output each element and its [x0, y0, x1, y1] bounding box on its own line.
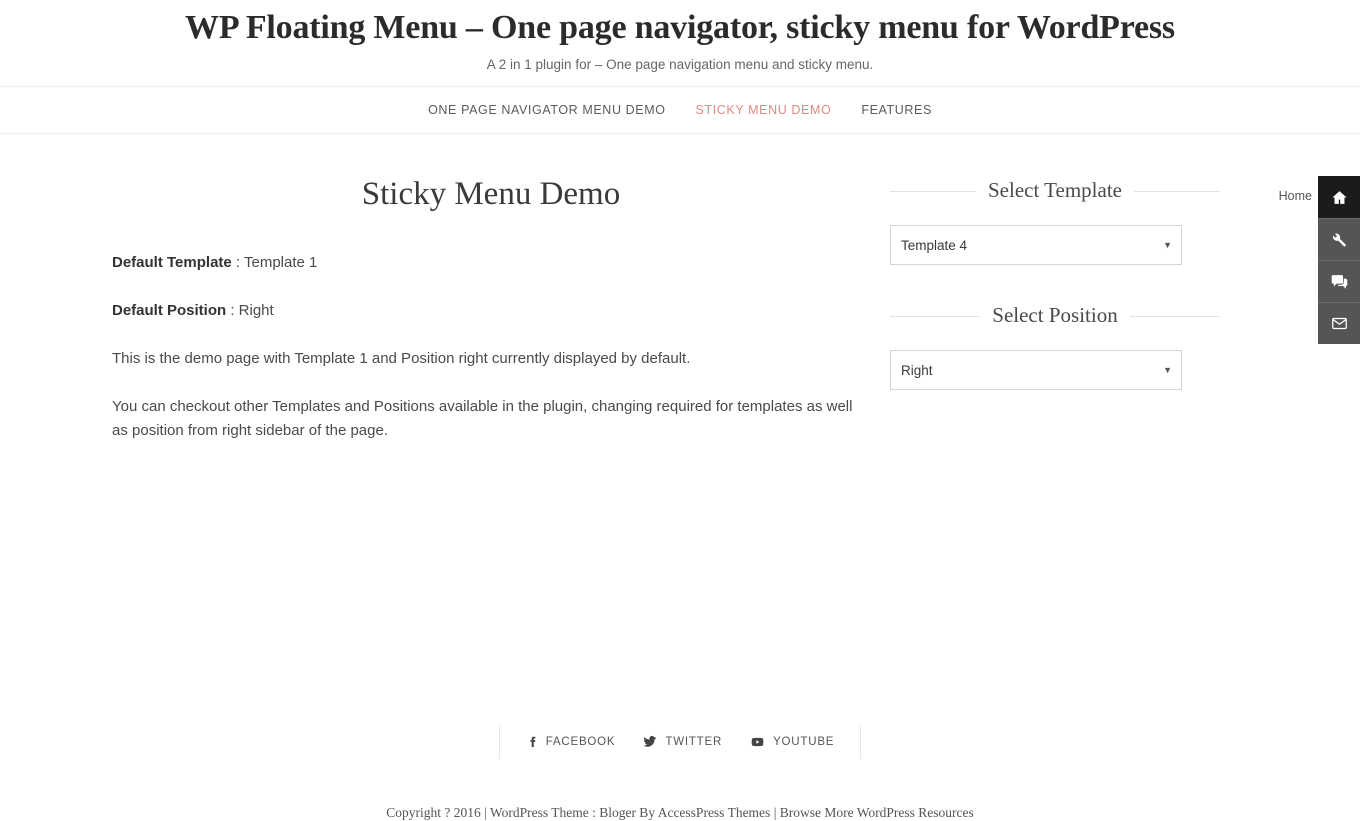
floating-menu-item-testimonials[interactable] [1318, 260, 1360, 302]
position-select[interactable] [890, 350, 1182, 390]
nav-list [413, 103, 947, 117]
default-template-line [112, 251, 870, 275]
footer-resources-link[interactable]: Browse More WordPress Resources [779, 805, 974, 820]
select-template-title-text: Select Template [976, 178, 1134, 202]
template-select-value: Template 4 [901, 237, 968, 253]
default-position-value: : Right [226, 302, 274, 319]
sidebar [890, 176, 1220, 467]
social-links-inner [499, 725, 862, 759]
position-select-value: Right [901, 362, 933, 378]
footer-theme-link[interactable]: AccessPress Themes [657, 805, 771, 820]
default-template-label: Default Template [112, 254, 232, 271]
site-footer [0, 759, 1360, 821]
footer-copyright: Copyright ? 2016 | WordPress Theme : Bloger By [386, 805, 658, 820]
paragraph-1: This is the demo page with Template 1 and Position right currently displayed by default. [112, 350, 691, 367]
envelope-icon [1331, 315, 1348, 332]
primary-navigation [0, 86, 1360, 134]
social-link-youtube[interactable] [750, 735, 834, 749]
page-body [0, 134, 1360, 719]
youtube-icon [750, 735, 765, 749]
social-link-facebook-label: FACEBOOK [545, 736, 616, 748]
page-title: Sticky Menu Demo [361, 176, 621, 212]
social-link-facebook[interactable] [526, 735, 616, 749]
select-position-widget-title [890, 303, 1220, 328]
wrench-icon [1331, 232, 1347, 248]
social-link-youtube-label: YOUTUBE [773, 736, 835, 748]
select-template-widget-title [890, 178, 1220, 203]
home-icon [1331, 189, 1348, 206]
chevron-down-icon: ▼ [1163, 365, 1172, 375]
floating-sticky-menu [1278, 176, 1360, 344]
floating-menu-tooltip: Home [1278, 189, 1312, 203]
entry-content [112, 251, 870, 443]
social-links [0, 725, 1360, 759]
floating-menu-item-contact[interactable] [1318, 302, 1360, 344]
paragraph-2: You can checkout other Templates and Positions available in the plugin, changing required for templates as well as position from right sidebar of the page. [112, 398, 853, 439]
facebook-icon [526, 735, 538, 749]
social-link-twitter-label: TWITTER [665, 736, 723, 748]
floating-menu-item-services[interactable] [1318, 218, 1360, 260]
social-link-twitter[interactable] [643, 735, 722, 749]
site-header [0, 0, 1360, 86]
default-position-label: Default Position [112, 302, 227, 319]
nav-item-one-page-navigator-menu-demo[interactable]: ONE PAGE NAVIGATOR MENU DEMO [428, 103, 666, 117]
nav-item-sticky-menu-demo[interactable]: STICKY MENU DEMO [695, 103, 832, 117]
footer-separator: | [770, 805, 780, 820]
comments-icon [1331, 273, 1348, 290]
site-title: WP Floating Menu – One page navigator, sticky menu for WordPress [185, 9, 1175, 46]
select-position-title-text: Select Position [980, 303, 1129, 327]
default-position-line [112, 299, 870, 323]
template-select[interactable] [890, 225, 1182, 265]
chevron-down-icon: ▼ [1163, 240, 1172, 250]
nav-item-features[interactable]: FEATURES [861, 103, 932, 117]
content-container [80, 134, 1280, 467]
floating-menu-item-home[interactable] [1318, 176, 1360, 218]
twitter-icon [643, 735, 657, 749]
main-content [80, 176, 890, 467]
default-template-value: : Template 1 [231, 254, 318, 271]
site-description: A 2 in 1 plugin for – One page navigation menu and sticky menu. [486, 57, 874, 72]
